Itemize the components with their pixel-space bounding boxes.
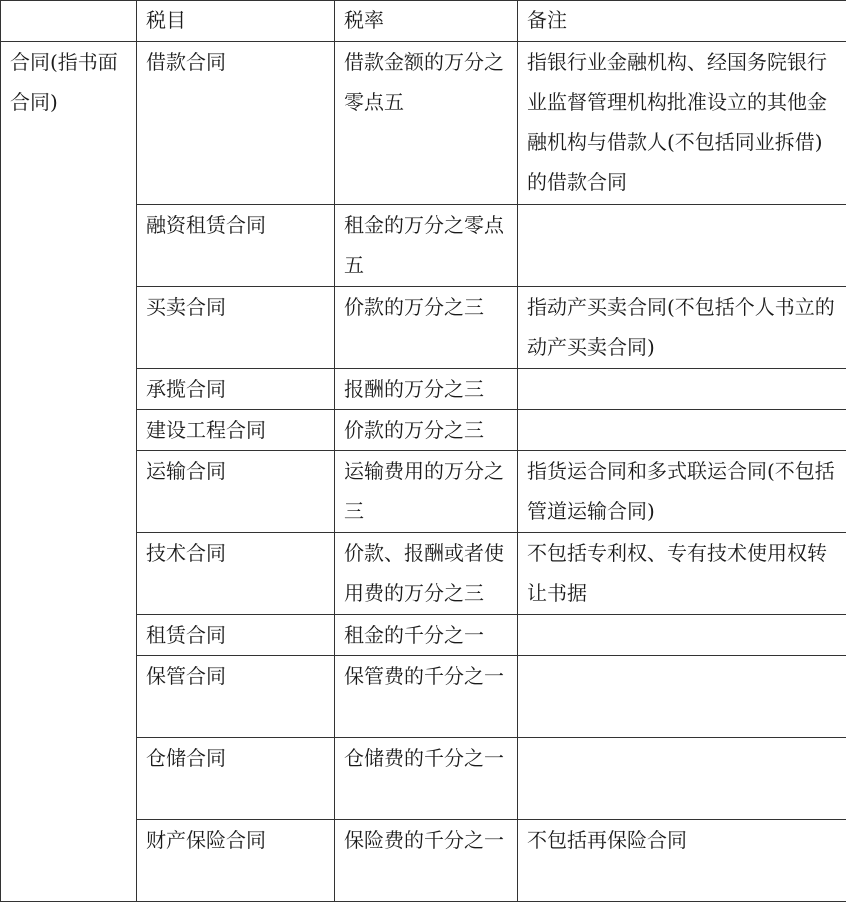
row-rate: 价款的万分之三 — [335, 287, 518, 369]
row-item: 财产保险合同 — [137, 820, 335, 902]
header-category-cell — [1, 1, 137, 42]
row-rate: 借款金额的万分之零点五 — [335, 42, 518, 205]
header-item: 税目 — [137, 1, 335, 42]
row-item: 保管合同 — [137, 656, 335, 738]
row-item: 融资租赁合同 — [137, 205, 335, 287]
row-note: 指货运合同和多式联运合同(不包括管道运输合同) — [518, 451, 846, 533]
row-note — [518, 615, 846, 656]
row-rate: 租金的万分之零点五 — [335, 205, 518, 287]
row-item: 技术合同 — [137, 533, 335, 615]
row-note — [518, 656, 846, 738]
row-rate: 仓储费的千分之一 — [335, 738, 518, 820]
row-item: 承揽合同 — [137, 369, 335, 410]
row-rate: 租金的千分之一 — [335, 615, 518, 656]
row-rate: 价款、报酬或者使用费的万分之三 — [335, 533, 518, 615]
row-item: 租赁合同 — [137, 615, 335, 656]
category-cell: 合同(指书面合同) — [1, 42, 137, 902]
table-header-row — [1, 1, 846, 42]
row-note: 不包括专利权、专有技术使用权转让书据 — [518, 533, 846, 615]
row-rate: 保管费的千分之一 — [335, 656, 518, 738]
row-note — [518, 738, 846, 820]
row-rate: 保险费的千分之一 — [335, 820, 518, 902]
row-note — [518, 205, 846, 287]
row-rate: 价款的万分之三 — [335, 410, 518, 451]
row-item: 买卖合同 — [137, 287, 335, 369]
row-item: 运输合同 — [137, 451, 335, 533]
row-note: 指银行业金融机构、经国务院银行业监督管理机构批准设立的其他金融机构与借款人(不包括同业拆借)的借款合同 — [518, 42, 846, 205]
row-item: 仓储合同 — [137, 738, 335, 820]
row-note: 指动产买卖合同(不包括个人书立的动产买卖合同) — [518, 287, 846, 369]
row-note: 不包括再保险合同 — [518, 820, 846, 902]
row-rate: 报酬的万分之三 — [335, 369, 518, 410]
table-row — [1, 42, 846, 205]
row-item: 借款合同 — [137, 42, 335, 205]
row-rate: 运输费用的万分之三 — [335, 451, 518, 533]
header-note: 备注 — [518, 1, 846, 42]
row-item: 建设工程合同 — [137, 410, 335, 451]
row-note — [518, 410, 846, 451]
header-rate: 税率 — [335, 1, 518, 42]
row-note — [518, 369, 846, 410]
